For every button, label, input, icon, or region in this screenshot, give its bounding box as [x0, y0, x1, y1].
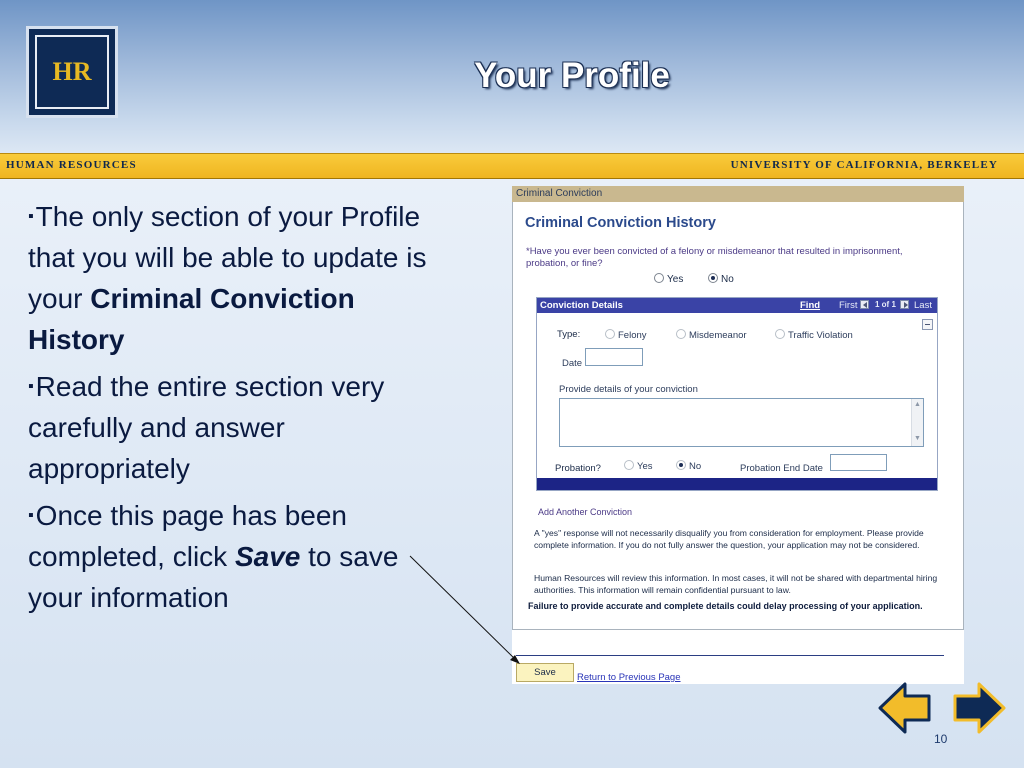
back-arrow-icon[interactable] [877, 681, 933, 735]
probation-end-input[interactable] [830, 454, 887, 471]
forward-arrow-icon[interactable] [951, 681, 1007, 735]
page-number: 10 [934, 732, 948, 746]
bullet-text: Read the entire section very carefully and answer appropriately [28, 371, 385, 484]
misdemeanor-label: Misdemeanor [689, 330, 747, 341]
section-title: Criminal Conviction History [525, 215, 716, 231]
probation-end-label: Probation End Date [740, 463, 823, 474]
slide-title: Your Profile [474, 56, 670, 95]
radio-yes[interactable] [654, 273, 683, 285]
date-input[interactable] [585, 348, 643, 366]
radio-icon [605, 329, 615, 339]
provide-details-label: Provide details of your conviction [559, 384, 698, 395]
bullet-marker: ▪ [28, 378, 34, 395]
bullet-marker: ▪ [28, 208, 34, 225]
conviction-question: *Have you ever been convicted of a felony or misdemeanor that resulted in imprisonment, probation, or fine? [526, 246, 903, 269]
next-button[interactable] [900, 300, 909, 311]
radio-icon [676, 329, 686, 339]
radio-selected-icon [676, 460, 686, 470]
next-arrow-icon [900, 300, 909, 309]
radio-misdemeanor[interactable] [676, 329, 747, 341]
bullet-list [28, 196, 448, 624]
note-2: Human Resources will review this information. In most cases, it will not be shared with departmental hiring authorities. This information will remain confidential pursuant to law. [534, 573, 938, 595]
banner [0, 153, 1024, 179]
bullet-item [28, 196, 448, 360]
bullet-item [28, 495, 448, 618]
radio-yes-label: Yes [667, 274, 684, 285]
radio-icon [654, 273, 664, 283]
felony-label: Felony [618, 330, 647, 341]
conviction-details-box [536, 297, 938, 491]
traffic-label: Traffic Violation [788, 330, 853, 341]
radio-no[interactable] [708, 273, 734, 285]
screenshot-panel [512, 186, 964, 684]
probation-no-label: No [689, 461, 702, 472]
probation-no-radio[interactable] [676, 460, 701, 472]
details-textarea[interactable] [559, 398, 924, 447]
hr-logo-text: HR [35, 35, 109, 109]
row-count: 1 of 1 [875, 300, 896, 309]
panel-header: Criminal Conviction [512, 186, 964, 202]
prev-button[interactable] [860, 300, 869, 311]
save-button[interactable]: Save [516, 663, 574, 682]
type-label: Type: [557, 329, 581, 340]
collapse-button[interactable] [922, 319, 933, 330]
banner-right-text: UNIVERSITY OF CALIFORNIA, BERKELEY [730, 159, 998, 171]
add-another-link[interactable]: Add Another Conviction [538, 507, 633, 517]
radio-icon [775, 329, 785, 339]
probation-yes-label: Yes [637, 461, 653, 472]
divider [516, 655, 944, 656]
prev-arrow-icon [860, 300, 869, 309]
note-1: A "yes" response will not necessarily disqualify you from consideration for employment. Please provide complete information. If you do not fully answer the question, your application may not be considered. [534, 528, 924, 550]
bullet-text: Once this page has been completed, click [28, 500, 348, 572]
return-link[interactable]: Return to Previous Page [577, 672, 681, 683]
bullet-text: The only section of your Profile that you will be able to update is your [28, 201, 427, 314]
warning-text: Failure to provide accurate and complete details could delay processing of your application. [528, 601, 923, 611]
radio-felony[interactable] [605, 329, 647, 341]
radio-traffic-violation[interactable] [775, 329, 853, 341]
probation-yes-radio[interactable] [624, 460, 653, 472]
radio-no-label: No [721, 274, 734, 285]
bullet-text: to save your information [28, 541, 399, 613]
bullet-bold-text: Criminal Conviction History [28, 283, 355, 355]
bullet-italic-text: Save [234, 541, 301, 572]
textarea-scrollbar[interactable] [911, 399, 923, 446]
first-label: First [839, 300, 858, 311]
radio-icon [624, 460, 634, 470]
details-footer-bar [537, 478, 937, 490]
last-label: Last [914, 300, 932, 311]
bullet-item [28, 366, 448, 489]
scroll-down-icon: ▼ [914, 435, 921, 442]
date-label: Date [562, 358, 583, 369]
bullet-marker: ▪ [28, 507, 34, 524]
scroll-up-icon: ▲ [914, 401, 921, 408]
banner-left-text: HUMAN RESOURCES [6, 159, 137, 171]
find-link[interactable]: Find [800, 300, 821, 311]
details-header-label: Conviction Details [540, 300, 623, 311]
probation-label: Probation? [555, 463, 601, 474]
radio-selected-icon [708, 273, 718, 283]
